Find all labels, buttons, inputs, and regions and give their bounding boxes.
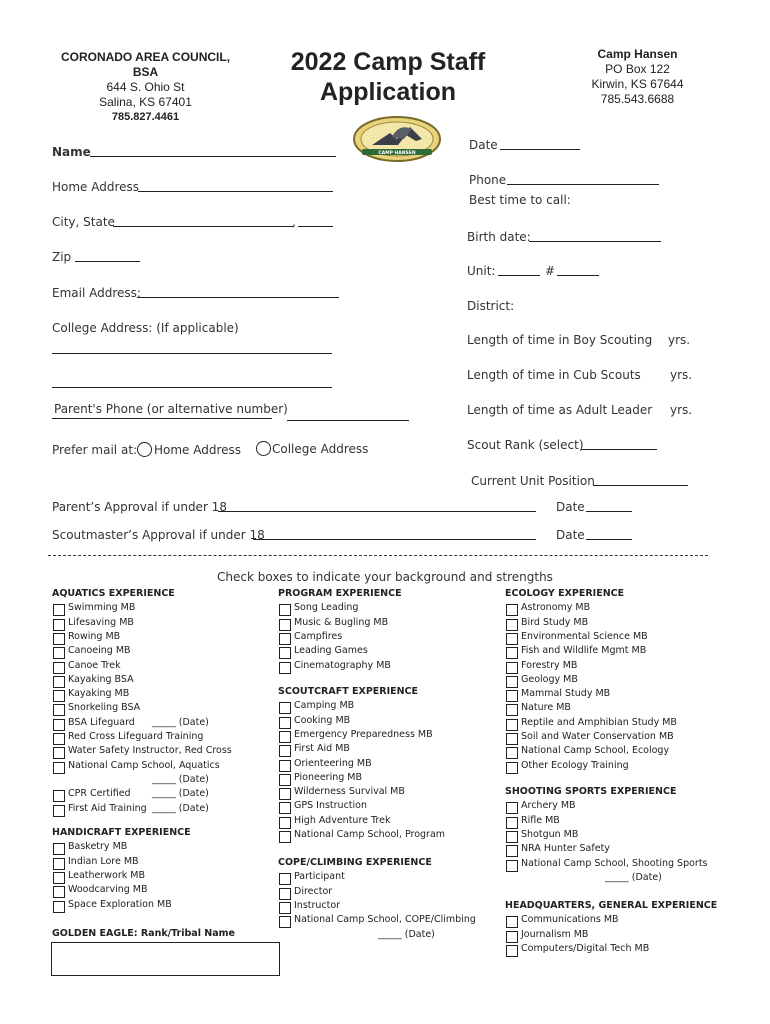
scoutmaster-approval-label: Scoutmaster’s Approval if under 18 bbox=[52, 528, 265, 542]
ecology-heading: ECOLOGY EXPERIENCE bbox=[505, 588, 625, 599]
national-camp-school-shooting-sports-label: National Camp School, Shooting Sports bbox=[521, 857, 708, 869]
bsa-lifeguard-checkbox[interactable] bbox=[53, 719, 65, 731]
nature-mb-label: Nature MB bbox=[521, 702, 571, 714]
handicraft-heading: HANDICRAFT EXPERIENCE bbox=[52, 827, 191, 838]
director-label: Director bbox=[294, 885, 333, 897]
city-state-label: City, State bbox=[52, 215, 115, 229]
district-label: District: bbox=[467, 299, 515, 313]
parents-phone-field[interactable] bbox=[287, 420, 409, 421]
other-ecology-training-label: Other Ecology Training bbox=[521, 759, 629, 771]
parent-approval-date-field[interactable] bbox=[586, 511, 632, 512]
right-org-name: Camp Hansen bbox=[597, 47, 678, 61]
scoutcraft-heading: SCOUTCRAFT EXPERIENCE bbox=[278, 686, 419, 697]
woodcarving-mb-checkbox[interactable] bbox=[53, 886, 65, 898]
emergency-preparedness-mb-label: Emergency Preparedness MB bbox=[294, 728, 433, 740]
geology-mb-checkbox[interactable] bbox=[506, 676, 518, 688]
bird-study-mb-label: Bird Study MB bbox=[521, 616, 589, 628]
cut-line-divider bbox=[48, 555, 708, 556]
forestry-mb-checkbox[interactable] bbox=[506, 662, 518, 674]
fish-and-wildlife-mgmt-mb-checkbox[interactable] bbox=[506, 647, 518, 659]
cope-date-label: _____ (Date) bbox=[378, 928, 435, 940]
instructor-checkbox[interactable] bbox=[279, 902, 291, 914]
mammal-study-mb-label: Mammal Study MB bbox=[521, 688, 611, 700]
kayaking-bsa-checkbox[interactable] bbox=[53, 676, 65, 688]
cpr-certified-checkbox[interactable] bbox=[53, 790, 65, 802]
high-adventure-trek-label: High Adventure Trek bbox=[294, 814, 391, 826]
scoutmaster-approval-field[interactable] bbox=[253, 539, 536, 540]
participant-label: Participant bbox=[294, 871, 345, 883]
basketry-mb-label: Basketry MB bbox=[68, 841, 128, 853]
water-safety-instructor-red-cross-label: Water Safety Instructor, Red Cross bbox=[68, 745, 232, 757]
leatherwork-mb-label: Leatherwork MB bbox=[68, 869, 146, 881]
communications-mb-label: Communications MB bbox=[521, 914, 619, 926]
reptile-and-amphibian-study-mb-label: Reptile and Amphibian Study MB bbox=[521, 716, 677, 728]
national-camp-school-ecology-label: National Camp School, Ecology bbox=[521, 745, 670, 757]
golden-eagle-label: GOLDEN EAGLE: Rank/Tribal Name bbox=[52, 928, 235, 939]
leading-games-checkbox[interactable] bbox=[279, 647, 291, 659]
gps-instruction-label: GPS Instruction bbox=[294, 800, 367, 812]
red-cross-lifeguard-training-checkbox[interactable] bbox=[53, 733, 65, 745]
scoutmaster-approval-date-label: Date bbox=[556, 528, 585, 542]
radio-home-address[interactable] bbox=[137, 442, 152, 457]
orienteering-mb-label: Orienteering MB bbox=[294, 757, 372, 769]
director-checkbox[interactable] bbox=[279, 888, 291, 900]
swimming-mb-checkbox[interactable] bbox=[53, 604, 65, 616]
indian-lore-mb-label: Indian Lore MB bbox=[68, 855, 139, 867]
campfires-checkbox[interactable] bbox=[279, 633, 291, 645]
rowing-mb-label: Rowing MB bbox=[68, 630, 121, 642]
song-leading-label: Song Leading bbox=[294, 602, 359, 614]
radio-college-address[interactable] bbox=[256, 441, 271, 456]
aquatics-heading: AQUATICS EXPERIENCE bbox=[52, 588, 175, 599]
water-safety-instructor-red-cross-checkbox[interactable] bbox=[53, 747, 65, 759]
email-field[interactable] bbox=[137, 297, 339, 298]
parent-approval-label: Parent’s Approval if under 18 bbox=[52, 500, 227, 514]
journalism-mb-checkbox[interactable] bbox=[506, 931, 518, 943]
program-heading: PROGRAM EXPERIENCE bbox=[278, 588, 402, 599]
basketry-mb-checkbox[interactable] bbox=[53, 843, 65, 855]
lifesaving-mb-label: Lifesaving MB bbox=[68, 616, 134, 628]
cope-heading: COPE/CLIMBING EXPERIENCE bbox=[278, 857, 432, 868]
radio-college-address-label: College Address bbox=[272, 442, 369, 456]
astronomy-mb-checkbox[interactable] bbox=[506, 604, 518, 616]
national-camp-school-aquatics-checkbox[interactable] bbox=[53, 762, 65, 774]
first-aid-mb-checkbox[interactable] bbox=[279, 745, 291, 757]
first-aid-training-checkbox[interactable] bbox=[53, 805, 65, 817]
woodcarving-mb-label: Woodcarving MB bbox=[68, 884, 148, 896]
cooking-mb-checkbox[interactable] bbox=[279, 717, 291, 729]
first-aid-mb-label: First Aid MB bbox=[294, 743, 350, 755]
parent-approval-date-label: Date bbox=[556, 500, 585, 514]
best-time-label: Best time to call: bbox=[469, 193, 571, 207]
bsa-lifeguard-label: BSA Lifeguard bbox=[68, 716, 135, 728]
music-bugling-mb-label: Music & Bugling MB bbox=[294, 616, 389, 628]
snorkeling-bsa-checkbox[interactable] bbox=[53, 704, 65, 716]
parents-phone-label: Parent's Phone (or alternative number) bbox=[54, 402, 288, 416]
music-bugling-mb-checkbox[interactable] bbox=[279, 619, 291, 631]
rifle-mb-checkbox[interactable] bbox=[506, 817, 518, 829]
song-leading-checkbox[interactable] bbox=[279, 604, 291, 616]
ncs-aquatics-date-label: _____ (Date) bbox=[152, 773, 209, 785]
right-address-block bbox=[570, 47, 705, 107]
geology-mb-label: Geology MB bbox=[521, 673, 578, 685]
nra-hunter-safety-label: NRA Hunter Safety bbox=[521, 843, 610, 855]
len-boy-yrs: yrs. bbox=[668, 333, 691, 347]
name-field[interactable] bbox=[90, 156, 336, 157]
cpr-certified-label: CPR Certified bbox=[68, 788, 131, 800]
len-adult-label: Length of time as Adult Leader bbox=[467, 403, 653, 417]
camping-mb-checkbox[interactable] bbox=[279, 702, 291, 714]
leatherwork-mb-checkbox[interactable] bbox=[53, 872, 65, 884]
camping-mb-label: Camping MB bbox=[294, 700, 355, 712]
cinematography-mb-label: Cinematography MB bbox=[294, 659, 391, 671]
current-unit-field[interactable] bbox=[593, 485, 688, 486]
communications-mb-checkbox[interactable] bbox=[506, 916, 518, 928]
home-address-label: Home Address bbox=[52, 180, 140, 194]
phone-field[interactable] bbox=[507, 184, 659, 185]
cooking-mb-label: Cooking MB bbox=[294, 714, 351, 726]
left-address-block bbox=[48, 50, 243, 125]
right-address-line1: PO Box 122 bbox=[605, 62, 670, 76]
gps-instruction-checkbox[interactable] bbox=[279, 802, 291, 814]
phone-label: Phone bbox=[469, 173, 507, 187]
national-camp-school-cope-climbing-checkbox[interactable] bbox=[279, 916, 291, 928]
archery-mb-checkbox[interactable] bbox=[506, 802, 518, 814]
astronomy-mb-label: Astronomy MB bbox=[521, 602, 591, 614]
bird-study-mb-checkbox[interactable] bbox=[506, 619, 518, 631]
rifle-mb-label: Rifle MB bbox=[521, 814, 560, 826]
swimming-mb-label: Swimming MB bbox=[68, 602, 136, 614]
hq-heading: HEADQUARTERS, GENERAL EXPERIENCE bbox=[505, 900, 718, 911]
len-adult-yrs: yrs. bbox=[670, 403, 693, 417]
wilderness-survival-mb-label: Wilderness Survival MB bbox=[294, 786, 405, 798]
left-phone: 785.827.4461 bbox=[111, 111, 180, 123]
right-address-line2: Kirwin, KS 67644 bbox=[591, 77, 684, 91]
right-phone: 785.543.6688 bbox=[600, 92, 675, 106]
instructor-label: Instructor bbox=[294, 899, 341, 911]
reptile-and-amphibian-study-mb-checkbox[interactable] bbox=[506, 719, 518, 731]
scout-rank-label: Scout Rank (select) bbox=[467, 438, 584, 452]
national-camp-school-program-checkbox[interactable] bbox=[279, 831, 291, 843]
national-camp-school-cope-climbing-label: National Camp School, COPE/Climbing bbox=[294, 914, 476, 926]
national-camp-school-program-label: National Camp School, Program bbox=[294, 829, 446, 840]
current-unit-label: Current Unit Position bbox=[471, 474, 595, 488]
scout-rank-field[interactable] bbox=[581, 449, 657, 450]
forestry-mb-label: Forestry MB bbox=[521, 659, 578, 671]
space-exploration-mb-checkbox[interactable] bbox=[53, 901, 65, 913]
birth-date-field[interactable] bbox=[529, 241, 661, 242]
email-label: Email Address: bbox=[52, 286, 141, 300]
journalism-mb-label: Journalism MB bbox=[521, 928, 589, 940]
campfires-label: Campfires bbox=[294, 630, 343, 642]
left-address-line2: Salina, KS 67401 bbox=[99, 95, 192, 109]
archery-mb-label: Archery MB bbox=[521, 800, 576, 812]
soil-and-water-conservation-mb-label: Soil and Water Conservation MB bbox=[521, 731, 674, 742]
golden-eagle-field[interactable] bbox=[51, 942, 280, 976]
unit-label: Unit: bbox=[467, 264, 496, 278]
len-cub-yrs: yrs. bbox=[670, 368, 693, 382]
canoeing-mb-label: Canoeing MB bbox=[68, 645, 131, 657]
kayaking-mb-label: Kayaking MB bbox=[68, 688, 130, 700]
zip-label: Zip bbox=[52, 250, 72, 264]
national-camp-school-ecology-checkbox[interactable] bbox=[506, 747, 518, 759]
emergency-preparedness-mb-checkbox[interactable] bbox=[279, 731, 291, 743]
shooting-heading: SHOOTING SPORTS EXPERIENCE bbox=[505, 786, 677, 797]
computers-digital-tech-mb-label: Computers/Digital Tech MB bbox=[521, 942, 650, 954]
name-label: Name bbox=[52, 145, 91, 159]
nature-mb-checkbox[interactable] bbox=[506, 704, 518, 716]
parents-phone-underline bbox=[52, 418, 272, 419]
college-address-field-1[interactable] bbox=[52, 353, 332, 354]
left-org-name: CORONADO AREA COUNCIL, BSA bbox=[60, 50, 231, 79]
title-line2: Application bbox=[319, 78, 457, 106]
city-field[interactable] bbox=[113, 226, 293, 227]
national-camp-school-shooting-sports-checkbox[interactable] bbox=[506, 860, 518, 872]
first-aid-training-label: First Aid Training bbox=[68, 802, 147, 814]
first-aid-date-label: _____ (Date) bbox=[152, 802, 209, 814]
cinematography-mb-checkbox[interactable] bbox=[279, 662, 291, 674]
canoe-trek-checkbox[interactable] bbox=[53, 662, 65, 674]
lifeguard-date-label: _____ (Date) bbox=[152, 716, 209, 728]
radio-home-address-label: Home Address bbox=[154, 443, 242, 457]
unit-number-label: # bbox=[545, 264, 556, 278]
shotgun-mb-checkbox[interactable] bbox=[506, 831, 518, 843]
len-cub-label: Length of time in Cub Scouts bbox=[467, 368, 641, 382]
zip-field[interactable] bbox=[75, 261, 140, 262]
unit-number-field[interactable] bbox=[557, 275, 599, 276]
indian-lore-mb-checkbox[interactable] bbox=[53, 858, 65, 870]
camp-logo bbox=[352, 115, 442, 163]
rowing-mb-checkbox[interactable] bbox=[53, 633, 65, 645]
unit-field[interactable] bbox=[498, 275, 540, 276]
nra-hunter-safety-checkbox[interactable] bbox=[506, 845, 518, 857]
high-adventure-trek-checkbox[interactable] bbox=[279, 817, 291, 829]
red-cross-lifeguard-training-label: Red Cross Lifeguard Training bbox=[68, 731, 204, 742]
scoutmaster-approval-date-field[interactable] bbox=[586, 539, 632, 540]
college-address-label: College Address: (If applicable) bbox=[52, 321, 239, 335]
logo-text: CAMP HANSEN bbox=[378, 151, 416, 156]
space-exploration-mb-label: Space Exploration MB bbox=[68, 898, 172, 910]
other-ecology-training-checkbox[interactable] bbox=[506, 762, 518, 774]
leading-games-label: Leading Games bbox=[294, 645, 368, 657]
kayaking-mb-checkbox[interactable] bbox=[53, 690, 65, 702]
city-state-comma: , bbox=[292, 215, 296, 229]
len-boy-label: Length of time in Boy Scouting bbox=[467, 333, 653, 347]
lifesaving-mb-checkbox[interactable] bbox=[53, 619, 65, 631]
canoeing-mb-checkbox[interactable] bbox=[53, 647, 65, 659]
shooting-date-label: _____ (Date) bbox=[605, 871, 662, 883]
pioneering-mb-label: Pioneering MB bbox=[294, 771, 363, 783]
kayaking-bsa-label: Kayaking BSA bbox=[68, 673, 134, 685]
parent-approval-field[interactable] bbox=[218, 511, 536, 512]
participant-checkbox[interactable] bbox=[279, 873, 291, 885]
orienteering-mb-checkbox[interactable] bbox=[279, 760, 291, 772]
computers-digital-tech-mb-checkbox[interactable] bbox=[506, 945, 518, 957]
environmental-science-mb-label: Environmental Science MB bbox=[521, 630, 648, 642]
left-address-line1: 644 S. Ohio St bbox=[106, 80, 185, 94]
check-boxes-heading: Check boxes to indicate your background and strengths bbox=[217, 570, 553, 584]
national-camp-school-aquatics-label: National Camp School, Aquatics bbox=[68, 759, 220, 771]
soil-and-water-conservation-mb-checkbox[interactable] bbox=[506, 733, 518, 745]
prefer-mail-label: Prefer mail at: bbox=[52, 443, 138, 457]
title-line1: 2022 Camp Staff bbox=[290, 48, 486, 76]
home-address-field[interactable] bbox=[138, 191, 333, 192]
pioneering-mb-checkbox[interactable] bbox=[279, 774, 291, 786]
fish-and-wildlife-mgmt-mb-label: Fish and Wildlife Mgmt MB bbox=[521, 645, 647, 657]
cpr-date-label: _____ (Date) bbox=[152, 788, 209, 800]
mammal-study-mb-checkbox[interactable] bbox=[506, 690, 518, 702]
state-field[interactable] bbox=[298, 226, 333, 227]
date-field[interactable] bbox=[500, 149, 580, 150]
birth-date-label: Birth date: bbox=[467, 230, 531, 244]
college-address-field-2[interactable] bbox=[52, 387, 332, 388]
canoe-trek-label: Canoe Trek bbox=[68, 659, 121, 671]
page-title bbox=[270, 47, 506, 107]
environmental-science-mb-checkbox[interactable] bbox=[506, 633, 518, 645]
snorkeling-bsa-label: Snorkeling BSA bbox=[68, 702, 141, 714]
wilderness-survival-mb-checkbox[interactable] bbox=[279, 788, 291, 800]
date-label: Date bbox=[469, 138, 498, 152]
shotgun-mb-label: Shotgun MB bbox=[521, 828, 579, 840]
